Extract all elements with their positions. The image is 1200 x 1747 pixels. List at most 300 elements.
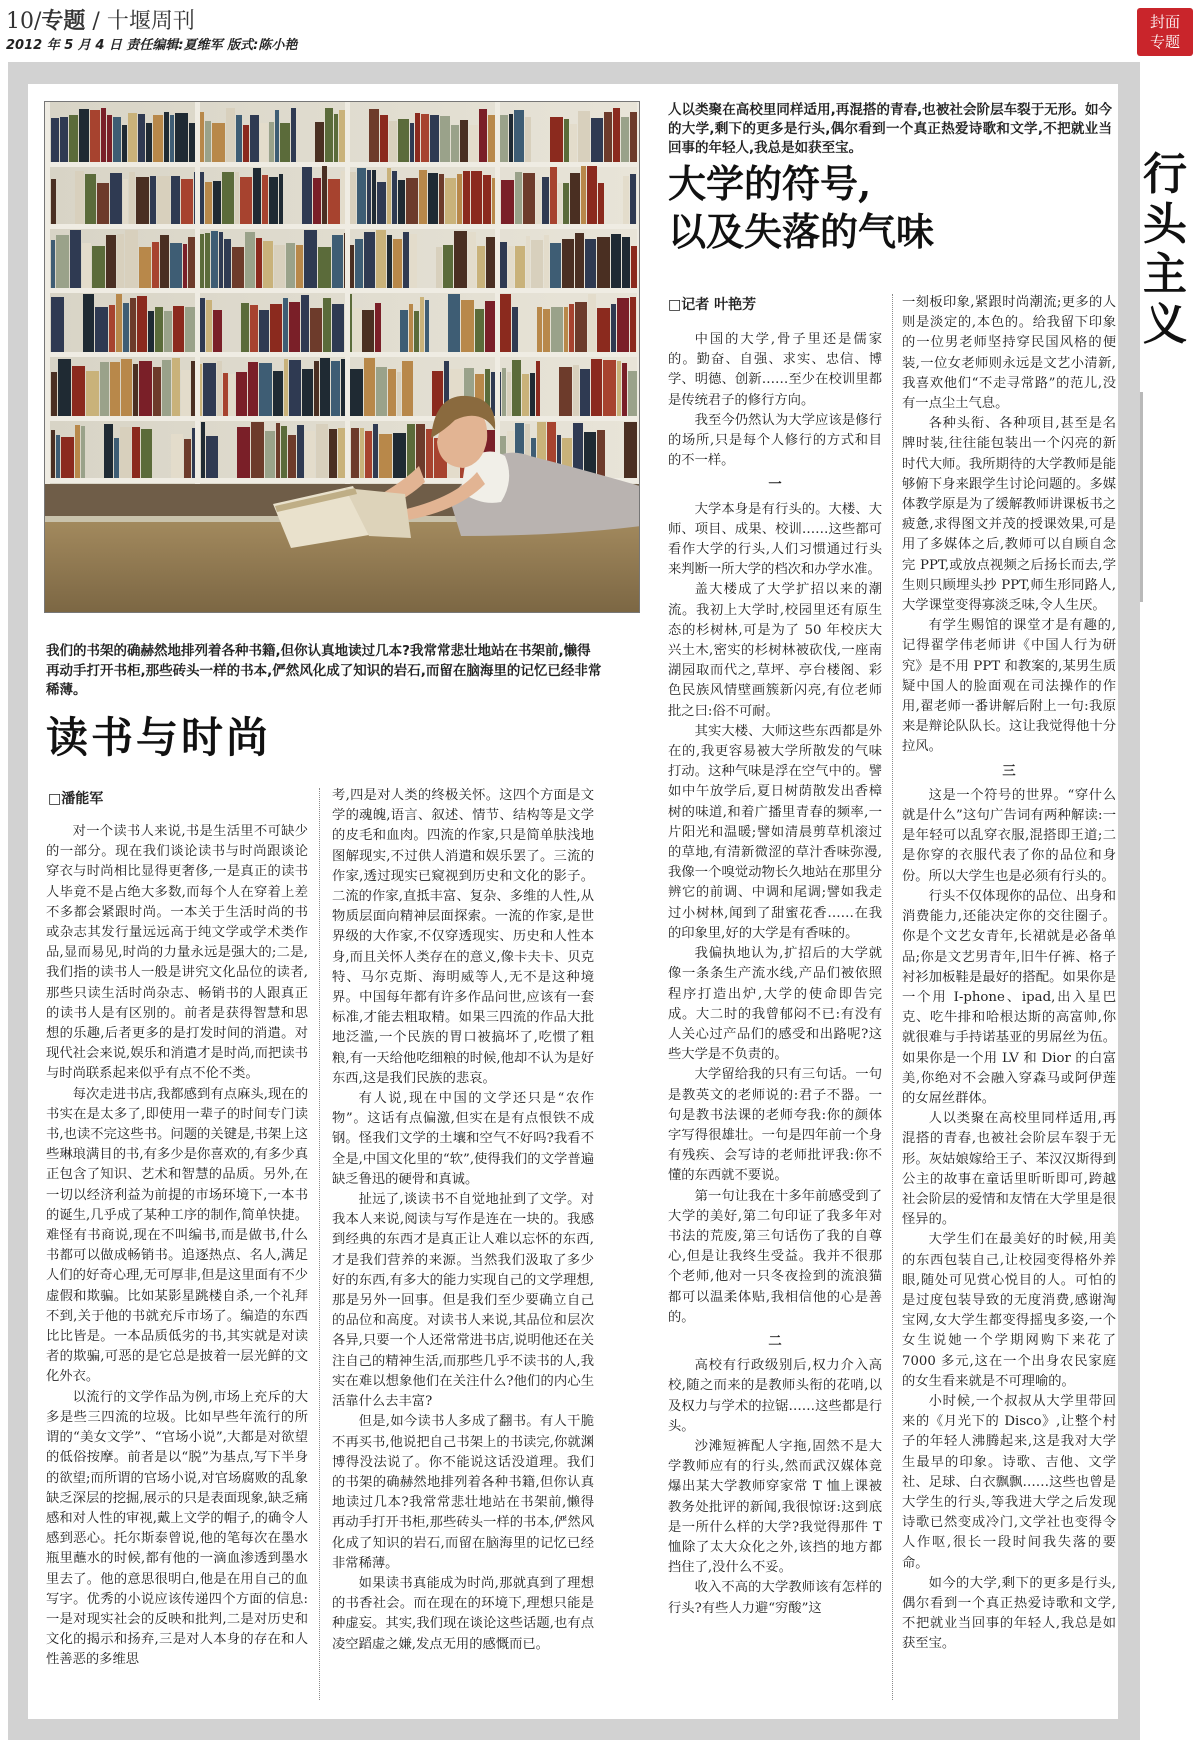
book-spine [398,180,405,224]
book-spine [398,119,409,162]
shelf-divider [45,102,50,486]
section-heading: 二 [768,1333,782,1349]
book-spine [573,365,579,416]
book-spine [376,367,387,416]
book-spine [284,359,288,416]
book-spine [448,294,460,352]
book-spine [170,243,182,288]
book-spine [123,303,129,352]
book-spine [604,112,612,162]
paragraph: 以流行的文学作品为例,市场上充斥的大多是些三四流的垃圾。比如早些年流行的所谓的“美女文学”、“官场小说”,大都是对欲望的低俗按摩。前者是以“脱”为基点,写下半身的欲望;而所谓的官场小说,对官场腐败的乱象缺乏深层的挖掘,展示的只是表面现象,缺乏痛感和对人性的审视,戴上文学的帽子,的确令人感到恶心。托尔斯泰曾说,他的笔每次在墨水瓶里蘸水的时候,都有他的一滴血渗透到墨水里去了。他的意思很明白,他是在用自己的血写字。优秀的小说应该传递四个方面的信息:一是对现实社会的反映和批判,二是对历史和文化的揭示和扬弃,三是对人本身的存在和人性善恶的多维思 [46,1389,308,1668]
book-spine [558,183,562,224]
book-spine [51,297,64,352]
book-spine [141,429,152,478]
book-spine [152,242,159,288]
right-article-column-2 [902,293,1116,1655]
book-spine [162,360,171,416]
book-spine [314,361,319,416]
book-spine [531,240,543,288]
book-spine [289,360,301,416]
book-spine [253,168,261,224]
book-spine [507,372,511,416]
book-spine [512,307,518,352]
paragraph: 大学留给我的只有三句话。一句是教英文的老师说的:君子不器。一句是教书法课的老师夸我:你的颜体字写得很雄壮。一句是四年前一个身有残疾、会写诗的老师批评我:你不懂的东西就不要说。 [668,1067,882,1184]
book-spine [414,311,419,352]
book-spine [328,179,340,224]
book-spine [206,436,218,478]
shelf-board [45,416,640,421]
vertical-section-title [1140,150,1190,350]
book-spine [104,424,113,478]
book-spine [587,166,597,224]
section-heading: 一 [768,477,782,493]
book-spine [213,310,222,352]
book-spine [613,108,620,162]
badge-line-1: 封面 [1149,13,1180,31]
book-spine [357,168,366,224]
book-spine [130,298,136,352]
book-spine [630,112,638,162]
shelf-divider [637,102,640,486]
book-spine [51,179,56,224]
book-spine [75,425,80,478]
book-spine [570,173,580,224]
book-spine [483,175,491,224]
book-spine [536,361,540,416]
book-spine [389,121,397,162]
book-spine [514,110,524,162]
book-spine [562,239,574,288]
book-spine [406,178,418,224]
paragraph: 中国的大学,骨子里还是儒家的。勤奋、自强、求实、忠信、博学、明德、创新……至少在校训里都是传统君子的修行方向。 [668,332,882,408]
book-spine [415,113,420,162]
book-spine [256,238,262,288]
book-spine [588,294,596,352]
column-divider [319,788,320,1700]
book-spine [114,438,119,478]
book-spine [509,114,513,162]
book-spine [377,182,386,224]
book-spine [51,118,59,162]
book-spine [139,247,151,288]
book-spine [575,302,587,352]
page-number: 10/ [6,9,42,34]
book-spine [83,294,94,352]
book-spine [150,176,156,224]
book-spine [502,368,506,416]
book-spine [164,311,172,352]
book-spine [243,125,249,162]
paragraph: 有学生赐馆的课堂才是有趣的,记得翟学伟老师讲《中国人行为研究》是不用 PPT 和教案的,某男生质疑中国人的脸面观在司法操作的作用,翟老师一番讲解后附上一句:我原来是辩论队队长。这让我觉得他十分拉风。 [902,618,1116,755]
book-spine [550,243,561,288]
book-spine [316,424,328,478]
book-spine [360,428,364,478]
book-spine [409,304,413,352]
book-spine [240,177,252,224]
book-spine [109,305,115,352]
book-spine [153,367,161,416]
paragraph: 第一句让我在十多年前感受到了大学的美好,第二句印证了我多年对书法的荒废,第三句话伤了我的自尊心,但是让我终生受益。我并不很那个老师,他对一只冬夜捡到的流浪猫都可以温柔体贴,我相信他的心是善的。 [668,1188,882,1325]
book-spine [51,240,55,288]
book-spine [148,311,154,352]
book-spine [121,359,132,416]
book-spine [203,363,216,416]
paragraph: 我至今仍然认为大学应该是修行的场所,只是每个人修行的方式和目的不一样。 [668,412,882,469]
book-spine [302,369,313,416]
book-spine [445,178,456,224]
shelf-board [45,162,640,167]
book-spine [185,307,195,352]
book-spine [279,174,283,224]
book-spine [410,234,417,288]
book-spine [113,117,121,162]
paragraph: 收入不高的大学教师该有怎样的行头?有些人力避“穷酸”这 [668,1580,882,1616]
book-spine [170,115,174,162]
book-spine [137,296,147,352]
vtitle-char: 行 [1143,149,1187,200]
book-spine [440,116,450,162]
paragraph: 考,四是对人类的终极关怀。这四个方面是文学的魂魄,语言、叙述、情节、结构等是文学的皮毛和血肉。四流的作家,只是简单肤浅地图解现实,不过供人消遣和娱乐罢了。三流的作家,透过现实已窥视到历史和文化的影子。二流的作家,直抵丰富、复杂、多维的人性,从物质层面向精神层面探索。一流的作家,是世界级的大作家,不仅穿透现实、历史和人性本身,而且关怀人类存在的意义,像卡夫卡、贝克特、马尔克斯、海明威等人,无不是这种境界。中国每年都有许多作品问世,应该有一套标准,才能去粗取精。如果三四流的作品大批地泛滥,一个民族的胃口被搞坏了,吃惯了粗粮,有一天给他吃细粮的时候,他却不认为是好东西,这是我们民族的悲哀。 [332,788,594,1086]
book-spine [286,243,295,288]
book-spine [537,307,542,352]
book-spine [226,108,235,162]
book-spine [407,424,415,478]
book-spine [125,230,138,288]
book-spine [451,125,459,162]
book-spine [320,358,330,416]
book-spine [245,232,255,288]
book-spine [164,112,169,162]
book-spine [280,123,290,162]
paragraph: 我偏执地认为,扩招后的大学就像一条条生产流水线,产品们被依照程序打造出炉,大学的使命即告完成。大二时的我曾郁闷不已:有没有人关心过产品们的感受和出路呢?这些大学是不负责的。 [668,946,882,1063]
book-spine [265,431,275,478]
paragraph: 其实大楼、大师这些东西都是外在的,我更容易被大学所散发的气味打动。这种气味是浮在空气中的。譬如中午放学后,夏日树荫散发出香樟树的味道,和着广播里青春的频率,一片阳光和温暖;譬如清晨剪草机滚过的草地,有清新微涩的草汁香味弥漫,我像一个嗅觉动物长久地站在那里分辨它的前调、中调和尾调;譬如我走过小树林,闻到了甜蜜花香……在我的印象里,好的大学是有香味的。 [668,723,882,941]
book-spine [544,235,549,288]
book-spine [550,117,563,162]
book-spine [369,109,379,162]
book-spine [304,230,317,288]
book-spine [100,362,109,416]
book-spine [364,232,375,288]
column-divider [892,294,893,1700]
book-spine [153,115,163,162]
book-spine [621,117,629,162]
right-article-byline: □记者 叶艳芳 [668,297,757,313]
book-spine [373,424,378,478]
book-spine [486,237,495,288]
book-spine [353,308,361,352]
book-spine [270,304,282,352]
book-spine [128,113,137,162]
book-spine [376,230,386,288]
book-spine [591,118,603,162]
book-spine [536,180,541,224]
book-spine [58,359,71,416]
book-spine [72,366,85,416]
book-spine [362,310,374,352]
book-spine [296,245,303,288]
book-spine [564,307,568,352]
book-spine [123,179,128,224]
book-spine [262,175,268,224]
book-spine [283,298,288,352]
book-spine [273,371,283,416]
paper-name: 十堰周刊 [106,9,195,34]
book-spine [188,237,196,288]
book-spine [61,437,74,478]
book-spine [393,239,402,288]
book-spine [110,173,122,224]
book-spine [250,115,259,162]
book-spine [90,110,100,162]
book-spine [219,232,223,288]
book-spine [597,308,610,352]
book-spine [232,247,244,288]
book-spine [205,182,212,224]
book-spine [329,429,337,478]
book-spine [603,360,616,416]
paragraph: 这是一个符号的世界。“穿什么就是什么”这句广告词有两种解读:一是年轻可以乱穿衣服,混搭即王道;二是你穿的衣服代表了你的品位和身份。所以大学生也是必须有行头的。 [902,787,1116,884]
book-spine [211,231,218,288]
book-spine [499,294,511,352]
book-spine [402,361,413,416]
book-spine [355,239,363,288]
photo-illustration [45,102,640,613]
book-spine [460,120,468,162]
book-spine [617,298,629,352]
book-spine [430,115,439,162]
paragraph: 高校有行政级别后,权力介入高校,随之而来的是教师头衔的花哨,以及权力与学术的拉锯……这些都是行头。 [668,1358,882,1434]
book-spine [263,241,273,288]
book-spine [236,115,242,162]
book-spine [515,172,522,224]
book-spine [421,114,429,162]
book-spine [173,306,184,352]
book-spine [86,371,99,416]
paragraph: 每次走进书店,我都感到有点麻头,现在的书实在是太多了,即使用一辈子的时间专门读书,也读不完这些书。问题的关键是,书架上这些琳琅满目的书,有多少是你喜欢的,有多少真正包含了知识、艺术和智慧的品质。另外,在一切以经济利益为前提的市场环境下,一本书的诞生,几乎成了某种工序的制作,简单快捷。难怪有书商说,现在不叫编书,而是做书,什么书都可以做成畅销书。追逐热点、名人,满足人们的好奇心理,无可厚非,但是这里面有不少虚假和欺骗。比如某影星跳楼自杀,一个礼拜不到,关于他的书就充斥市场了。编造的东西比比皆是。一本品质低劣的书,其实就是对读者的欺骗,可恶的是它总是披着一层光鲜的文化外衣。 [46,1086,308,1385]
paragraph: 如今的大学,剩下的更多是行头,偶尔看到一个真正热爱诗歌和文学,不把就业当回事的年轻人,我总是如获至宝。 [902,1575,1116,1652]
book-spine [222,172,234,224]
book-spine [475,309,484,352]
book-spine [341,171,345,224]
section-heading: 三 [1002,763,1016,779]
book-spine [522,374,529,416]
book-spine [85,174,96,224]
book-spine [241,303,249,352]
book-spine [155,307,163,352]
book-spine [469,125,478,162]
paragraph: 各种头衔、各种项目,甚至是名牌时装,往往能包装出一个闪亮的新时代大师。我所期待的大学教师是能够俯下身来跟学生讨论问题的。多媒体教学原是为了缓解教师讲课板书之疲惫,求得图文并茂的授课效果,可是用了多媒体之后,教师可以自顾自念完 PPT,或放点视频之后扬长而去,学生则只顾埋头抄 PPT,师生形同路人,大学课堂变得寡淡乏味,令人生厌。 [902,416,1116,614]
book-spine [526,236,530,288]
book-spine [116,294,122,352]
vtitle-char: 义 [1143,299,1187,350]
book-spine [291,108,296,162]
book-spine [248,362,258,416]
book-spine [543,309,550,352]
book-spine [132,427,140,478]
section-name: 专题 [41,9,86,34]
right-article-headline [668,160,934,256]
book-spine [622,237,630,288]
book-spine [564,119,569,162]
book-spine [397,372,401,416]
book-spine [184,439,191,478]
book-spine [305,431,315,478]
book-spine [281,426,287,478]
book-spine [318,247,331,288]
right-article-column-1 [668,330,882,1619]
book-spine [617,361,621,416]
book-spine [310,308,322,352]
paragraph: 大学本身是有行头的。大楼、大师、项目、成果、校训……这些都可看作大学的行头,人们习惯通过行头来判断一所大学的档次和办学水准。 [668,501,882,578]
book-spine [51,430,55,478]
book-spine [331,361,340,416]
masthead-separator: / [92,9,100,34]
book-spine [392,171,397,224]
book-spine [479,109,487,162]
book-spine [302,167,312,224]
book-spine [171,434,183,478]
book-spine [107,115,112,162]
book-spine [388,369,396,416]
book-spine [585,239,596,288]
book-spine [611,234,621,288]
book-spine [97,183,109,224]
book-spine [400,310,408,352]
book-spine [274,245,285,288]
book-spine [95,307,108,352]
book-spine [120,427,131,478]
book-spine [269,122,274,162]
book-spine [313,178,321,224]
book-spine [575,233,584,288]
book-spine [106,235,116,288]
paragraph: 但是,如今读书人多成了翻书。有人干脆不再买书,他说把自己书架上的书读完,你就渊博得没法说了。你不能说这话没道理。我们的书架的确赫然地排列着各种书籍,但你认真地读过几本?我常常悲壮地站在书架前,懒得再动手打开书柜,那些砖头一样的书本,俨然风化成了知识的岩石,而留在脑海里的记忆已经非常稀薄。 [332,1414,594,1571]
left-article-lead: 我们的书架的确赫然地排列着各种书籍,但你认真地读过几本?我常常悲壮地站在书架前,懒得再动手打开书柜,那些砖头一样的书本,俨然风化成了知识的岩石,而留在脑海里的记忆已经非常稀薄。 [46,643,602,698]
book-spine [439,174,444,224]
book-spine [56,435,60,478]
vtitle-char: 头 [1143,199,1187,250]
paragraph: 小时候,一个叔叔从大学里带回来的《月光下的 Disco》,让整个村子的年轻人沸腾起来,这是我对大学生最早的印象。诗歌、吉他、文学社、足球、白衣飘飘……这些也曾是大学生的行头,等我进大学之后发现诗歌已然变成冷门,文学社也变得令人作呕,很长一段时间我失落的要命。 [902,1393,1116,1571]
book-spine [56,235,69,288]
book-spine [323,298,331,352]
book-spine [260,123,268,162]
book-spine [499,115,508,162]
book-spine [379,434,392,478]
book-spine [110,362,120,416]
book-spine [508,246,514,288]
book-spine [217,361,222,416]
left-article-headline: 读书与时尚 [46,713,272,762]
book-spine [559,367,572,416]
side-divider [1140,392,1143,602]
masthead-title [6,4,195,35]
book-spine [428,173,438,224]
paragraph: 大学生们在最美好的时候,用美的东西包装自己,让校园变得格外养眼,随处可见赏心悦目的人。可怕的是过度包装导致的无度消费,感谢淘宝网,女大学生都变得摇曳多姿,一个女生说她一个学期网购下来花了 7000 多元,这在一个出身农民家庭的女生看来就是不可理喻的。 [902,1232,1116,1389]
book-spine [269,177,278,224]
vtitle-char: 主 [1143,249,1187,300]
book-spine [181,370,190,416]
left-article-column-2 [332,786,594,1655]
badge-line-2: 专题 [1149,33,1180,51]
book-spine [122,125,127,162]
book-spine [563,183,569,224]
book-spine [212,123,225,162]
shelf-board [45,352,640,357]
book-spine [623,176,629,224]
book-spine [454,231,467,288]
shelf-divider [195,102,200,486]
book-spine [580,369,590,416]
book-spine [403,232,409,288]
book-spine [51,372,57,416]
left-article-byline: □潘能军 [48,791,104,807]
book-spine [380,115,388,162]
paragraph: 盖大楼成了大学扩招以来的潮流。我初上大学时,校园里还有原生态的杉树林,可是为了 50 年校庆大兴土木,密实的杉树林被砍伐,一座南湖园取而代之,草坪、亭台楼阁、彩色民族风情壁画簇新闪亮,有位老师批之曰:俗不可耐。 [668,582,882,719]
book-spine [375,303,381,352]
book-spine [224,239,231,288]
book-spine [530,373,535,416]
shelf-board [45,224,640,229]
masthead [6,4,1126,56]
book-spine [501,180,514,224]
book-spine [117,234,124,288]
book-spine [461,300,474,352]
paragraph: 对一个读书人来说,书是生活里不可缺少的一部分。现在我们谈论读书与时尚跟谈论穿衣与时尚相比显得更奢侈,一是真正的读书人毕竟不是占绝大多数,而每个人在穿着上差不多都会紧跟时尚。一本关于生活时尚的书或杂志其发行量远远高于纯文学或学术类作品,显而易见,时尚的力量永远是强大的;二是,我们指的读书人一般是讲究文化品位的读者,那些只读生活时尚杂志、畅销书的人跟真正的读书人是有区别的。前者是获得智慧和思想的乐趣,后者更多的是打发时间的消遣。对现代社会来说,娱乐和消遣才是时尚,而把读书与时尚联系起来似乎有点不伦不类。 [46,824,308,1082]
book-spine [82,243,91,288]
book-spine [436,247,442,288]
book-spine [206,300,212,352]
book-spine [183,244,187,288]
book-spine [570,124,577,162]
book-spine [393,433,406,478]
book-spine [133,364,138,416]
cover-topic-badge [1137,8,1193,56]
paragraph: 有人说,现在中国的文学还只是“农作物”。这话有点偏激,但实在是有点恨铁不成钢。怪我们文学的土壤和空气不好吗?我看不全是,中国文化里的“软”,使得我们的文学普遍缺乏鲁迅的硬骨和真诚。 [332,1091,594,1187]
book-spine [350,369,363,416]
book-spine [297,425,304,478]
book-spine [512,360,521,416]
book-spine [525,117,531,162]
book-spine [201,422,205,478]
book-spine [550,167,557,224]
book-spine [551,307,563,352]
book-spine [275,110,279,162]
book-spine [171,176,180,224]
book-spine [315,122,324,162]
book-spine [250,305,258,352]
book-spine [387,168,391,224]
book-spine [624,422,637,478]
book-spine [175,113,188,162]
book-spine [138,114,145,162]
book-spine [364,358,375,416]
book-spine [237,427,250,478]
book-spine [139,361,152,416]
book-spine [146,123,152,162]
book-spine [205,233,210,288]
paragraph: 如果读书真能成为时尚,那就真到了理想的书香社会。而在现在的环境下,理想只能是种虚妄。其实,我们现在谈论这些话题,也有点凌空蹈虚之嫌,发点无用的感慨而已。 [332,1575,594,1652]
book-spine [351,428,359,478]
left-article-column-1 [46,822,308,1671]
book-spine [322,166,327,224]
book-spine [229,374,235,416]
book-spine [471,171,482,224]
book-spine [301,295,309,352]
book-spine [463,171,470,224]
book-spine [101,108,106,162]
paragraph: 沙滩短裤配人字拖,固然不是大学教师应有的行头,然而武汉媒体竟爆出某大学教师穿家常 T 恤上课被教务处批评的新闻,我很惊讶:这到底是一所什么样的大学?我觉得那件 T 恤除了太大众化之外,该挡的地方都挡住了,没什么不妥。 [668,1438,882,1576]
